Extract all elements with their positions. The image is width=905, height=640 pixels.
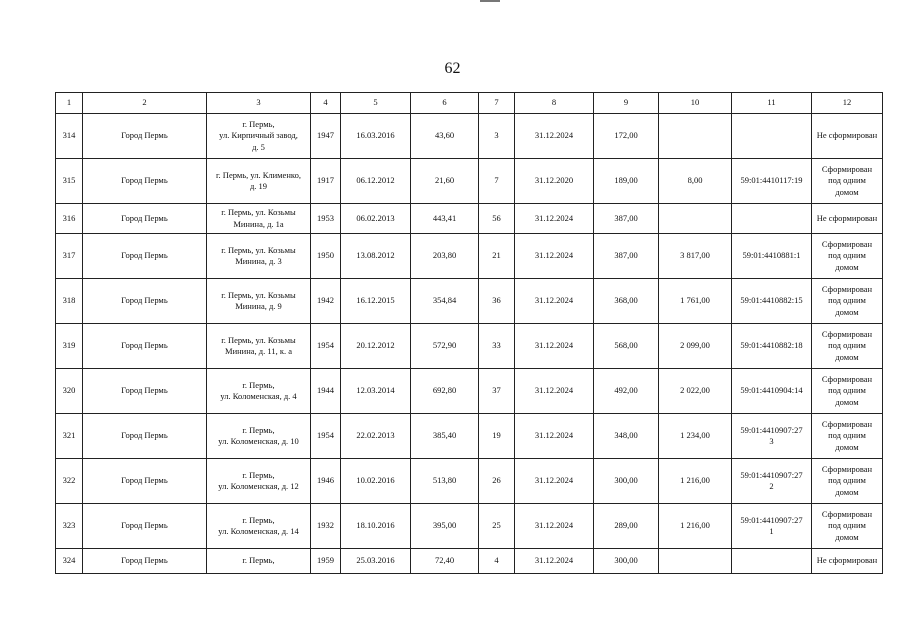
cell-land-area: 1 216,00 — [659, 504, 732, 549]
cell-land-area: 2 022,00 — [659, 369, 732, 414]
cell-row-number: 315 — [56, 159, 83, 204]
cell-residents: 33 — [479, 324, 515, 369]
column-header: 12 — [812, 93, 883, 114]
cell-row-number: 317 — [56, 234, 83, 279]
cell-land-status: Сформирован под одним домом — [812, 414, 883, 459]
header-row — [56, 93, 883, 114]
cell-date: 20.12.2012 — [341, 324, 411, 369]
cell-deadline: 31.12.2024 — [515, 369, 594, 414]
cell-amount: 348,00 — [594, 414, 659, 459]
cell-area: 385,40 — [411, 414, 479, 459]
cell-cadastral-number: 59:01:4410882:15 — [732, 279, 812, 324]
table-row — [56, 549, 883, 574]
cell-amount: 289,00 — [594, 504, 659, 549]
cell-amount: 492,00 — [594, 369, 659, 414]
cell-area: 513,80 — [411, 459, 479, 504]
cell-municipality: Город Пермь — [83, 114, 207, 159]
cell-land-status: Сформирован под одним домом — [812, 324, 883, 369]
column-header: 8 — [515, 93, 594, 114]
cell-deadline: 31.12.2020 — [515, 159, 594, 204]
cell-area: 395,00 — [411, 504, 479, 549]
cell-land-area — [659, 204, 732, 234]
cell-date: 06.12.2012 — [341, 159, 411, 204]
cell-year-built: 1954 — [311, 414, 341, 459]
cell-row-number: 314 — [56, 114, 83, 159]
table-row — [56, 204, 883, 234]
cell-cadastral-number — [732, 114, 812, 159]
cell-year-built: 1944 — [311, 369, 341, 414]
column-header: 3 — [207, 93, 311, 114]
cell-cadastral-number — [732, 549, 812, 574]
column-header: 1 — [56, 93, 83, 114]
cell-year-built: 1954 — [311, 324, 341, 369]
page-number: 62 — [444, 60, 461, 77]
cell-year-built: 1953 — [311, 204, 341, 234]
cell-residents: 21 — [479, 234, 515, 279]
cell-land-area: 2 099,00 — [659, 324, 732, 369]
cell-land-area: 1 761,00 — [659, 279, 732, 324]
cell-year-built: 1959 — [311, 549, 341, 574]
cell-deadline: 31.12.2024 — [515, 114, 594, 159]
cell-year-built: 1917 — [311, 159, 341, 204]
cell-date: 16.03.2016 — [341, 114, 411, 159]
cell-land-area — [659, 114, 732, 159]
cell-area: 354,84 — [411, 279, 479, 324]
housing-registry-table — [55, 92, 883, 574]
cell-amount: 387,00 — [594, 234, 659, 279]
cell-date: 16.12.2015 — [341, 279, 411, 324]
cell-row-number: 319 — [56, 324, 83, 369]
cell-municipality: Город Пермь — [83, 234, 207, 279]
cell-year-built: 1947 — [311, 114, 341, 159]
cell-municipality: Город Пермь — [83, 414, 207, 459]
cell-municipality: Город Пермь — [83, 504, 207, 549]
cell-year-built: 1946 — [311, 459, 341, 504]
cell-year-built: 1932 — [311, 504, 341, 549]
cell-year-built: 1950 — [311, 234, 341, 279]
cell-cadastral-number: 59:01:4410907:27 1 — [732, 504, 812, 549]
cell-address: г. Пермь, ул. Клименко, д. 19 — [207, 159, 311, 204]
cell-address: г. Пермь, ул. Коломенская, д. 12 — [207, 459, 311, 504]
cell-date: 06.02.2013 — [341, 204, 411, 234]
cell-address: г. Пермь, ул. Козьмы Минина, д. 9 — [207, 279, 311, 324]
cell-amount: 172,00 — [594, 114, 659, 159]
cell-residents: 7 — [479, 159, 515, 204]
cell-row-number: 324 — [56, 549, 83, 574]
column-header: 6 — [411, 93, 479, 114]
cell-date: 12.03.2014 — [341, 369, 411, 414]
cell-municipality: Город Пермь — [83, 459, 207, 504]
table-row — [56, 459, 883, 504]
cell-residents: 37 — [479, 369, 515, 414]
cell-area: 692,80 — [411, 369, 479, 414]
cell-cadastral-number: 59:01:4410881:1 — [732, 234, 812, 279]
cell-date: 10.02.2016 — [341, 459, 411, 504]
table-row — [56, 504, 883, 549]
cell-land-status: Сформирован под одним домом — [812, 159, 883, 204]
cell-deadline: 31.12.2024 — [515, 234, 594, 279]
cell-land-status: Сформирован под одним домом — [812, 369, 883, 414]
cell-date: 18.10.2016 — [341, 504, 411, 549]
cell-address: г. Пермь, ул. Козьмы Минина, д. 3 — [207, 234, 311, 279]
cell-amount: 300,00 — [594, 459, 659, 504]
cell-deadline: 31.12.2024 — [515, 459, 594, 504]
cell-cadastral-number: 59:01:4410907:27 2 — [732, 459, 812, 504]
cell-area: 443,41 — [411, 204, 479, 234]
cell-year-built: 1942 — [311, 279, 341, 324]
cell-residents: 36 — [479, 279, 515, 324]
cell-area: 21,60 — [411, 159, 479, 204]
cell-municipality: Город Пермь — [83, 369, 207, 414]
column-header: 10 — [659, 93, 732, 114]
cell-area: 203,80 — [411, 234, 479, 279]
cell-residents: 4 — [479, 549, 515, 574]
column-header: 11 — [732, 93, 812, 114]
cell-address: г. Пермь, ул. Коломенская, д. 14 — [207, 504, 311, 549]
table-row — [56, 159, 883, 204]
cell-deadline: 31.12.2024 — [515, 279, 594, 324]
cell-deadline: 31.12.2024 — [515, 549, 594, 574]
cell-municipality: Город Пермь — [83, 159, 207, 204]
column-header: 4 — [311, 93, 341, 114]
column-header: 9 — [594, 93, 659, 114]
cell-amount: 568,00 — [594, 324, 659, 369]
cell-date: 13.08.2012 — [341, 234, 411, 279]
cell-land-status: Сформирован под одним домом — [812, 459, 883, 504]
cell-address: г. Пермь, ул. Козьмы Минина, д. 1а — [207, 204, 311, 234]
table-row — [56, 369, 883, 414]
column-header: 2 — [83, 93, 207, 114]
cell-municipality: Город Пермь — [83, 324, 207, 369]
cell-residents: 56 — [479, 204, 515, 234]
cell-row-number: 323 — [56, 504, 83, 549]
cell-cadastral-number: 59:01:4410907:27 3 — [732, 414, 812, 459]
cell-deadline: 31.12.2024 — [515, 324, 594, 369]
cell-residents: 25 — [479, 504, 515, 549]
cell-area: 72,40 — [411, 549, 479, 574]
column-header: 7 — [479, 93, 515, 114]
cell-land-status: Сформирован под одним домом — [812, 234, 883, 279]
cell-row-number: 321 — [56, 414, 83, 459]
cell-address: г. Пермь, ул. Козьмы Минина, д. 11, к. а — [207, 324, 311, 369]
cell-row-number: 316 — [56, 204, 83, 234]
table-row — [56, 234, 883, 279]
cell-land-status: Не сформирован — [812, 204, 883, 234]
cell-deadline: 31.12.2024 — [515, 204, 594, 234]
table-row — [56, 114, 883, 159]
cell-municipality: Город Пермь — [83, 204, 207, 234]
cell-amount: 368,00 — [594, 279, 659, 324]
cell-area: 572,90 — [411, 324, 479, 369]
column-header: 5 — [341, 93, 411, 114]
cell-address: г. Пермь, ул. Коломенская, д. 10 — [207, 414, 311, 459]
cell-cadastral-number: 59:01:4410117:19 — [732, 159, 812, 204]
cell-area: 43,60 — [411, 114, 479, 159]
cell-land-area: 8,00 — [659, 159, 732, 204]
cell-address: г. Пермь, ул. Коломенская, д. 4 — [207, 369, 311, 414]
cell-land-status: Не сформирован — [812, 114, 883, 159]
cell-deadline: 31.12.2024 — [515, 504, 594, 549]
table-row — [56, 414, 883, 459]
cell-cadastral-number: 59:01:4410904:14 — [732, 369, 812, 414]
cell-amount: 189,00 — [594, 159, 659, 204]
cell-date: 25.03.2016 — [341, 549, 411, 574]
cell-land-area: 1 216,00 — [659, 459, 732, 504]
cell-land-status: Сформирован под одним домом — [812, 504, 883, 549]
top-rule — [480, 0, 500, 2]
cell-deadline: 31.12.2024 — [515, 414, 594, 459]
cell-date: 22.02.2013 — [341, 414, 411, 459]
cell-land-status: Сформирован под одним домом — [812, 279, 883, 324]
table-row — [56, 279, 883, 324]
cell-cadastral-number — [732, 204, 812, 234]
cell-land-area — [659, 549, 732, 574]
cell-amount: 300,00 — [594, 549, 659, 574]
cell-land-area: 3 817,00 — [659, 234, 732, 279]
cell-residents: 19 — [479, 414, 515, 459]
cell-amount: 387,00 — [594, 204, 659, 234]
table-row — [56, 324, 883, 369]
cell-address: г. Пермь, ул. Кирпичный завод, д. 5 — [207, 114, 311, 159]
cell-residents: 3 — [479, 114, 515, 159]
cell-address: г. Пермь, — [207, 549, 311, 574]
cell-municipality: Город Пермь — [83, 549, 207, 574]
cell-row-number: 320 — [56, 369, 83, 414]
cell-land-status: Не сформирован — [812, 549, 883, 574]
cell-row-number: 318 — [56, 279, 83, 324]
cell-land-area: 1 234,00 — [659, 414, 732, 459]
cell-row-number: 322 — [56, 459, 83, 504]
cell-residents: 26 — [479, 459, 515, 504]
cell-cadastral-number: 59:01:4410882:18 — [732, 324, 812, 369]
cell-municipality: Город Пермь — [83, 279, 207, 324]
